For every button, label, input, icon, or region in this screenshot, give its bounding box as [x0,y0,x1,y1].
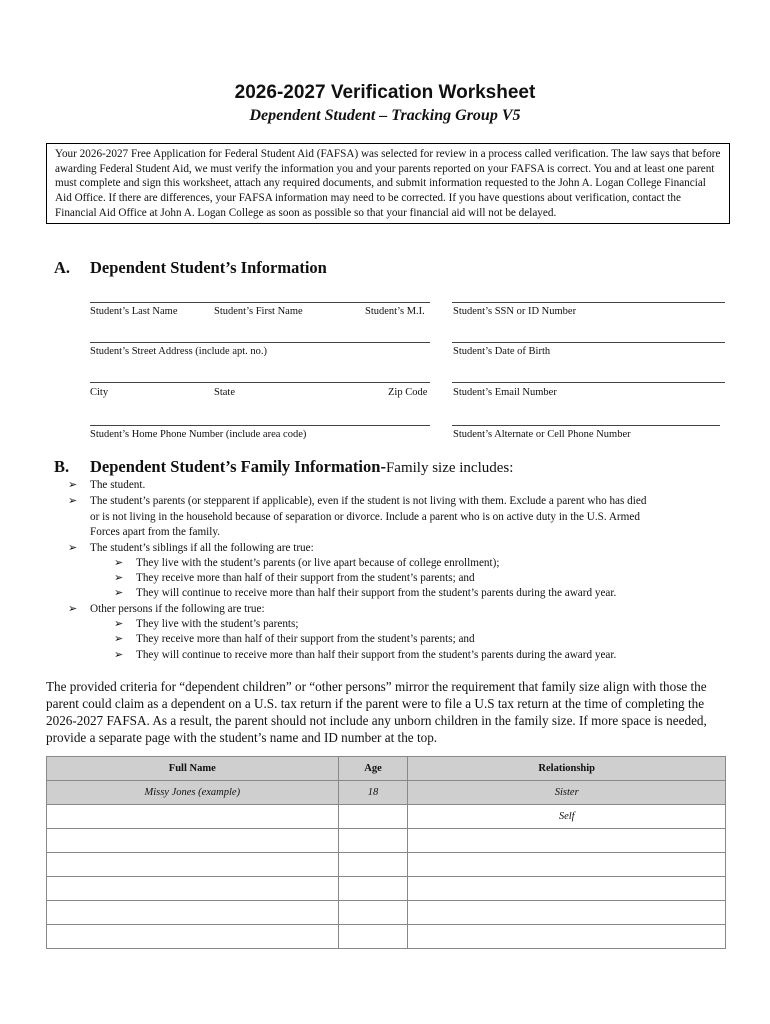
arrow-bullet-icon: ➢ [114,618,124,630]
arrow-bullet-icon: ➢ [68,479,78,491]
age-cell[interactable] [338,901,408,925]
example-row [47,781,726,805]
table-row [47,877,726,901]
example-relationship-cell: Sister [408,781,726,805]
last-name-label: Student’s Last Name [90,306,178,317]
arrow-bullet-icon: ➢ [114,633,124,645]
section-b-letter: B. [54,457,70,476]
age-cell[interactable] [338,829,408,853]
full-name-header: Full Name [47,757,339,781]
family-table [46,756,726,949]
relationship-cell[interactable] [408,925,726,949]
name-cell[interactable] [47,901,339,925]
email-label: Student’s Email Number [453,387,557,398]
arrow-bullet-icon: ➢ [68,495,78,507]
name-cell[interactable] [47,829,339,853]
arrow-bullet-icon: ➢ [68,603,78,615]
table-row [47,805,726,829]
table-header-row [47,757,726,781]
zip-label: Zip Code [388,387,428,398]
street-label: Student’s Street Address (include apt. no.) [90,346,268,357]
section-b-title-main: Dependent Student’s Family Information- [90,457,386,476]
section-b-title [90,457,513,477]
mi-label: Student’s M.I. [365,306,425,317]
name-cell[interactable] [47,877,339,901]
relationship-cell-self: Self [408,805,726,829]
relationship-cell[interactable] [408,901,726,925]
arrow-bullet-icon: ➢ [114,649,124,661]
arrow-bullet-icon: ➢ [114,572,124,584]
relationship-header: Relationship [408,757,726,781]
age-cell[interactable] [338,925,408,949]
name-field-line[interactable] [90,302,430,303]
intro-box: Your 2026-2027 Free Application for Federal Student Aid (FAFSA) was selected for review in a process called verification. The law says that before awarding Federal Student Aid, we must verify the information you and your parents reported on your FAFSA is correct. You and at least one parent must complete and sign this worksheet, attach any required documents, and submit information requested to the John A. Logan College Financial Aid Office. If there are differences, your FAFSA information may need to be corrected. If you have questions about verification, contact the Financial Aid Office at John A. Logan College as soon as possible so that your financial aid will not be delayed. [46,143,730,224]
street-field-line[interactable] [90,342,430,343]
arrow-bullet-icon: ➢ [114,587,124,599]
relationship-cell[interactable] [408,877,726,901]
section-a-title: Dependent Student’s Information [90,258,327,277]
example-age-cell: 18 [338,781,408,805]
section-b-heading [54,457,734,479]
dob-label: Student’s Date of Birth [453,346,551,357]
relationship-cell[interactable] [408,829,726,853]
alt-phone-field-line[interactable] [452,425,720,426]
page-subtitle: Dependent Student – Tracking Group V5 [249,107,521,124]
age-header: Age [338,757,408,781]
table-row [47,829,726,853]
worksheet-page: 2026-2027 Verification Worksheet Dependent Student – Tracking Group V5 Your 2026-2027 Free Application for Federal Student Aid (FAFSA) was selected for review in a process called verification. The law says that before awarding Federal Student Aid, we must verify the information you and your parents reported on your FAFSA is correct. You and at least one parent must complete and sign this worksheet, attach any required documents, and submit information requested to the John A. Logan College Financial Aid Office. If there are differences, your FAFSA information may need to be corrected. If you have questions about verification, contact the Financial Aid Office at John A. Logan College as soon as possible so that your financial aid will not be delayed. A. Dependent Student’s Information Student’s Last Name Student’s First Name Student’s M.I. Student’s SSN or ID Number Student’s Street Address (include apt. no.) Student’s Date of Birth City State Zip Code Student’s Email Number Student’s Home Phone Number (include area code) Student’s Alternate or Cell Phone Number B. Dependent Student’s Family Information-Family size includes: ➢ The student. ➢ The student’s parents (or stepparent if applicable), even if the student is not living with them. Exclude a parent who has died or is not living in the household because of separation or divorce. Include a parent who is on active duty in the U.S. Armed Forces apart from the family. ➢ The student’s siblings if all the following are true: ➢ They live with the student’s parents (or live apart because of college enrollment); ➢ They receive more than half of their support from the student’s parents; and ➢ They will continue to receive more than half their support from the student’s parents during the award year. ➢ Other persons if the following are true: ➢ They live with the student’s parents; ➢ They receive more than half of their support from the student’s parents; and ➢ They will continue to receive more than half their support from the student’s parents during the award year. The provided criteria for “dependent children” or “other persons” mirror the requirement that family size align with those the parent could claim as a dependent on a U.S. tax return if the parent were to file a U.S tax return at the time of completing the 2026-2027 FAFSA. As a result, the parent should not include any unborn children in the family size. If more space is needed, provide a separate page with the student’s name and ID number at the top. Full Name Age Relationship Missy Jones (example) 18 Sister Self [0,0,770,1024]
arrow-bullet-icon: ➢ [114,557,124,569]
table-row [47,901,726,925]
arrow-bullet-icon: ➢ [68,542,78,554]
section-a-heading [54,258,454,280]
table-row [47,853,726,877]
name-cell[interactable] [47,805,339,829]
age-cell[interactable] [338,805,408,829]
table-row [47,925,726,949]
criteria-paragraph: The provided criteria for “dependent children” or “other persons” mirror the requirement that family size align with those the parent could claim as a dependent on a U.S. tax return if the parent were to file a U.S tax return at the time of completing the 2026-2027 FAFSA. As a result, the parent should not include any unborn children in the family size. If more space is needed, provide a separate page with the student’s name and ID number at the top. [46,679,707,745]
example-name-cell: Missy Jones (example) [47,781,339,805]
page-title: 2026-2027 Verification Worksheet [234,82,536,103]
state-label: State [214,387,235,398]
dob-field-line[interactable] [452,342,725,343]
section-a-letter: A. [54,258,71,277]
age-cell[interactable] [338,853,408,877]
city-state-zip-field-line[interactable] [90,382,430,383]
first-name-label: Student’s First Name [214,306,303,317]
email-field-line[interactable] [452,382,725,383]
ssn-field-line[interactable] [452,302,725,303]
age-cell[interactable] [338,877,408,901]
section-b-title-tail: Family size includes: [385,460,514,476]
home-phone-label: Student’s Home Phone Number (include area code) [90,429,307,440]
home-phone-field-line[interactable] [90,425,430,426]
relationship-cell[interactable] [408,853,726,877]
name-cell[interactable] [47,853,339,877]
ssn-label: Student’s SSN or ID Number [453,306,577,317]
name-cell[interactable] [47,925,339,949]
city-label: City [90,387,109,398]
alt-phone-label: Student’s Alternate or Cell Phone Number [453,429,631,440]
